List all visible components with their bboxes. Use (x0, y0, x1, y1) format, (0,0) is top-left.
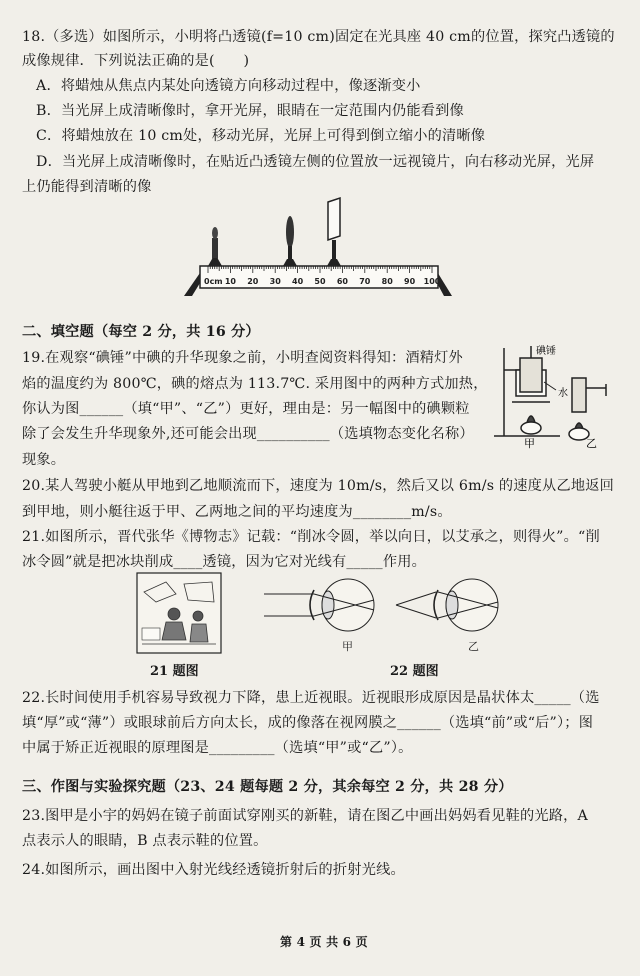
q23-line1: 23.图甲是小宇的妈妈在镜子前面试穿刚买的新鞋，请在图乙中画出妈妈看见鞋的光路，A (22, 808, 588, 824)
fig-label-water: 水 (558, 388, 568, 399)
q19-line3: 你认为图______（填“甲”、“乙”）更好，理由是：另一幅图中的碘颗粒 (22, 401, 470, 417)
q18-option-b: B．当光屏上成清晰像时，拿开光屏，眼睛在一定范围内仍能看到像 (36, 103, 464, 119)
bench-tick-label: 70 (359, 277, 371, 286)
bench-tick-label: 10 (224, 277, 236, 286)
q21-line1: 21.如图所示，晋代张华《博物志》记载：“削冰令圆，举以向日，以艾承之，则得火”。“削 (22, 529, 600, 545)
q18-option-c: C．将蜡烛放在 10 cm处，移动光屏，光屏上可得到倒立缩小的清晰像 (36, 128, 486, 144)
eye-yi-diagram (396, 579, 498, 631)
q22-line1: 22.长时间使用手机容易导致视力下降，患上近视眼。近视眼形成原因是晶状体太_____（选 (22, 690, 600, 706)
bench-tick-label: 30 (269, 277, 281, 286)
fig22-caption: 22 题图 (390, 664, 439, 679)
bench-tick-label: 100 (423, 277, 441, 286)
fig-label-jia: 甲 (524, 437, 535, 450)
eye-label-yi: 乙 (468, 640, 479, 653)
bench-tick-label: 60 (336, 277, 348, 286)
q22-line3: 中属于矫正近视眼的原理图是_________（选填“甲”或“乙”）。 (22, 740, 413, 756)
light-screen-icon (327, 198, 341, 266)
fig-label-iodine: 碘锤 (536, 346, 556, 357)
fig-label-yi: 乙 (586, 437, 597, 450)
q18-stem-line1: 18.（多选）如图所示，小明将凸透镜(f=10 cm)固定在光具座 40 cm的位置，探究凸透镜的 (22, 29, 615, 45)
q19-line4: 除了会发生升华现象外,还可能会出现__________（选填物态变化名称） (22, 426, 474, 442)
stand-yi (569, 378, 606, 440)
convex-lens-icon (283, 216, 297, 266)
eye-jia-diagram (264, 579, 374, 631)
bench-tick-label: 40 (292, 277, 304, 286)
q18-option-a: A．将蜡烛从焦点内某处向透镜方向移动过程中，像逐渐变小 (36, 78, 421, 94)
fig21-illustration (136, 572, 222, 654)
q18-option-d-line1: D．当光屏上成清晰像时，在贴近凸透镜左侧的位置放一远视镜片，向右移动光屏，光屏 (36, 154, 595, 170)
stand-jia (494, 346, 560, 436)
bench-tick-label: 20 (247, 277, 259, 286)
eye-label-jia: 甲 (342, 640, 353, 653)
q18-option-d-line2: 上仍能得到清晰的像 (22, 179, 152, 195)
q19-line2: 焰的温度约为 800℃，碘的熔点为 113.7℃. 采用图中的两种方式加热， (22, 376, 488, 392)
q19-line1: 19.在观察“碘锤”中碘的升华现象之前，小明查阅资料得知：酒精灯外 (22, 350, 463, 366)
section3-title: 三、作图与实验探究题（23、24 题每题 2 分，其余每空 2 分，共 28 分） (22, 779, 513, 795)
q18-stem-line2: 成像规律．下列说法正确的是( ) (22, 53, 250, 69)
section2-title: 二、填空题（每空 2 分，共 16 分） (22, 324, 260, 340)
bench-tick-label: 90 (404, 277, 416, 286)
q20-line2: 到甲地，则小艇往返于甲、乙两地之间的平均速度为________m/s。 (22, 504, 452, 520)
q20-line1: 20.某人驾驶小艇从甲地到乙地顺流而下，速度为 10m/s，然后又以 6m/s 的速度从乙地返回 (22, 478, 614, 494)
optical-bench-figure (178, 196, 458, 300)
q22-line2: 填“厚”或“薄”）或眼球前后方向太长，成的像落在视网膜之______（选填“前”或“后”）；图 (22, 715, 594, 731)
fig21-caption: 21 题图 (150, 664, 199, 679)
q21-line2: 冰令圆”就是把冰块削成____透镜，因为它对光线有_____作用。 (22, 554, 427, 570)
candle-icon (208, 227, 222, 266)
bench-tick-label: 0cm (204, 277, 223, 286)
page-number-footer: 第 4 页 共 6 页 (280, 935, 368, 949)
q19-line5: 现象。 (22, 452, 66, 468)
q23-line2: 点表示人的眼睛，B 点表示鞋的位置。 (22, 833, 268, 849)
bench-tick-label: 50 (314, 277, 326, 286)
q24-line1: 24.如图所示，画出图中入射光线经透镜折射后的折射光线。 (22, 862, 405, 878)
iodine-heating-figure (490, 340, 620, 450)
bench-tick-label: 80 (381, 277, 393, 286)
fig22-eye-diagrams (262, 572, 524, 656)
